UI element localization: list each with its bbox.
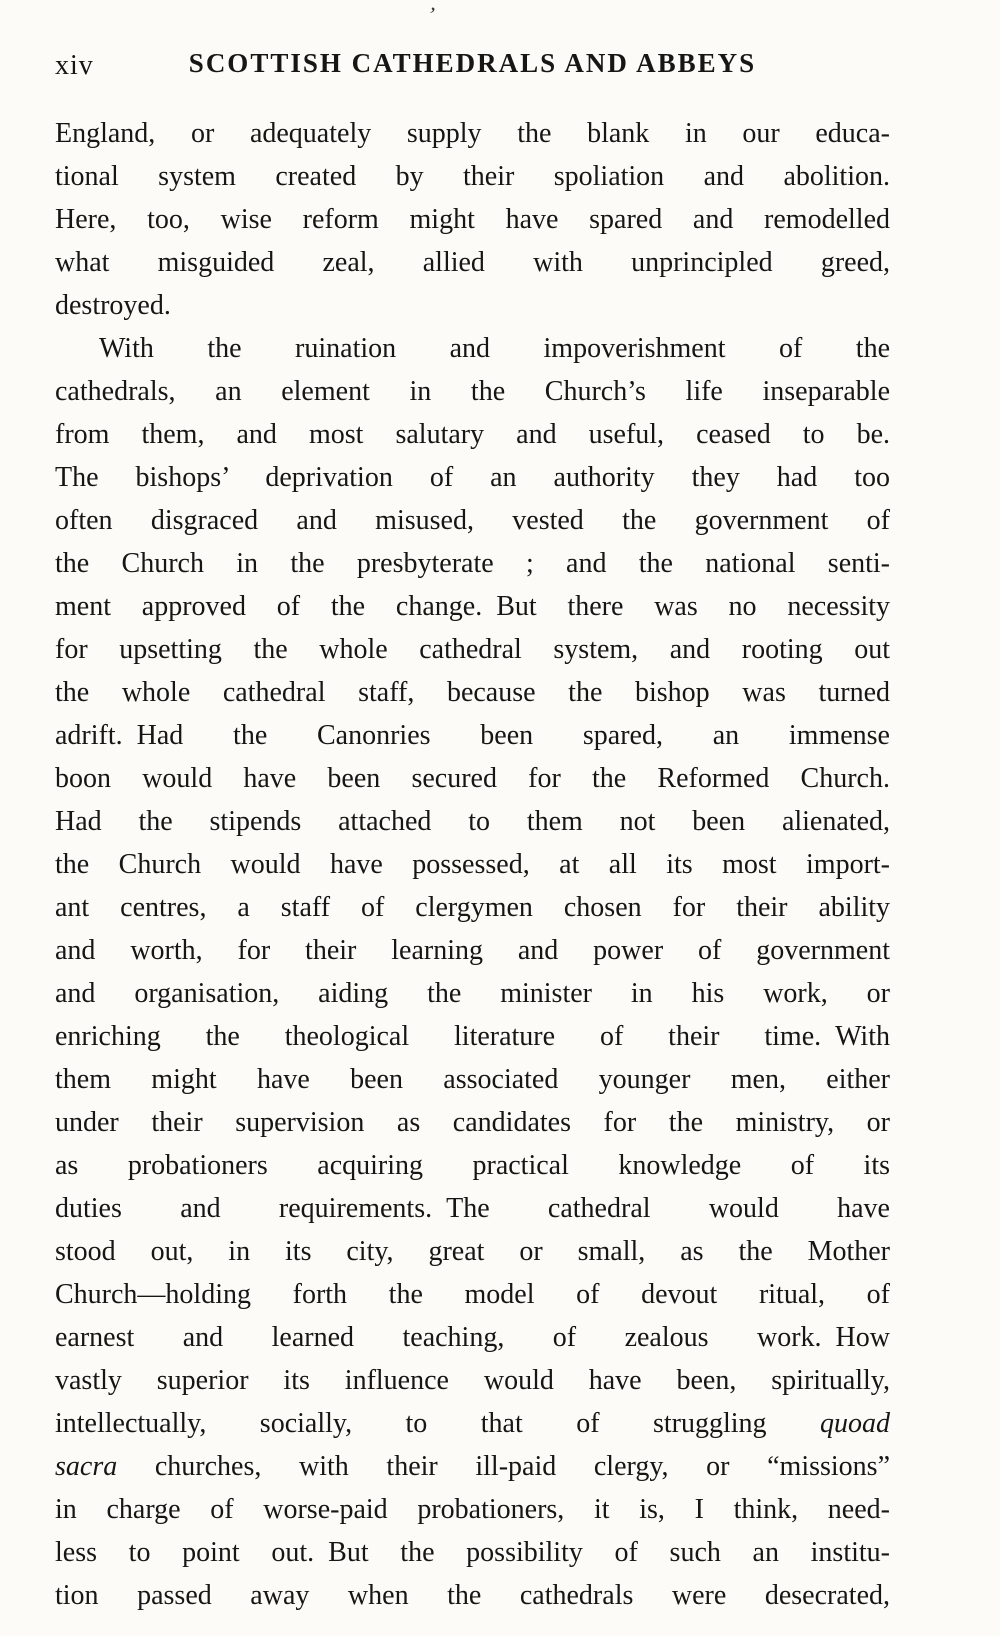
text-line [55,370,890,413]
text-segment: for upsetting the whole cathedral system, and rooting out [55,634,890,665]
text-line [55,1359,890,1402]
italic-text: sacra [55,1451,118,1482]
text-segment: tion passed away when the cathedrals were desecrated, [55,1580,890,1611]
text-segment: them might have been associated younger men, either [55,1064,890,1095]
text-segment: Had the stipends attached to them not been alienated, [55,806,890,837]
text-segment: the whole cathedral staff, because the bishop was turned [55,677,890,708]
text-segment: Church—holding forth the model of devout ritual, of [55,1279,890,1310]
text-segment: boon would have been secured for the Reformed Church. [55,763,890,794]
text-segment: what misguided zeal, allied with unprincipled greed, [55,247,890,278]
paragraph [55,112,890,327]
text-line [55,1273,890,1316]
text-line [55,198,890,241]
text-segment: the Church in the presbyterate ; and the national senti- [55,548,890,579]
text-line [55,929,890,972]
running-title: SCOTTISH CATHEDRALS AND ABBEYS [188,48,757,78]
text-segment: stood out, in its city, great or small, as the Mother [55,1236,890,1267]
text-segment: and worth, for their learning and power of government [55,935,890,966]
text-line [55,284,890,327]
text-segment: often disgraced and misused, vested the government of [55,505,890,536]
text-segment: intellectually, socially, to that of struggling [55,1408,820,1439]
text-segment: England, or adequately supply the blank in our educa- [55,118,890,149]
text-line [55,1574,890,1617]
text-line [55,1316,890,1359]
text-line [55,972,890,1015]
text-segment: churches, with their ill-paid clergy, or “missions” [117,1451,890,1482]
text-segment: and organisation, aiding the minister in his work, or [55,978,890,1009]
text-line [55,499,890,542]
text-line [55,585,890,628]
text-line [55,671,890,714]
text-line [55,1445,890,1488]
text-line [55,542,890,585]
text-line [55,1187,890,1230]
text-line [55,843,890,886]
text-segment: adrift. Had the Canonries been spared, an immense [55,720,890,751]
text-line [55,1015,890,1058]
text-line [55,757,890,800]
text-segment: from them, and most salutary and useful, ceased to be. [55,419,890,450]
text-line [55,1144,890,1187]
text-segment: as probationers acquiring practical knowledge of its [55,1150,890,1181]
text-segment: under their supervision as candidates for the ministry, or [55,1107,890,1138]
page-body [55,112,890,1617]
text-segment: cathedrals, an element in the Church’s life inseparable [55,376,890,407]
italic-text: quoad [820,1408,890,1439]
text-line [55,714,890,757]
text-segment: tional system created by their spoliation and abolition. [55,161,890,192]
text-segment: ment approved of the change. But there was no necessity [55,591,890,622]
text-line [55,1402,890,1445]
text-line [55,1230,890,1273]
text-line [55,1488,890,1531]
page-header [55,48,890,84]
text-segment: duties and requirements. The cathedral would have [55,1193,890,1224]
text-line [55,886,890,929]
text-line [55,327,890,370]
text-line [55,112,890,155]
paragraph [55,327,890,1617]
text-segment: earnest and learned teaching, of zealous work. How [55,1322,890,1353]
text-line [55,628,890,671]
text-line [55,456,890,499]
text-segment: enriching the theological literature of their time. With [55,1021,890,1052]
text-line [55,1101,890,1144]
text-segment: the Church would have possessed, at all its most import- [55,849,890,880]
text-line [55,1058,890,1101]
text-segment: The bishops’ deprivation of an authority they had too [55,462,890,493]
text-segment: With the ruination and impoverishment of the [99,333,890,364]
text-segment: vastly superior its influence would have been, spiritually, [55,1365,890,1396]
text-line [55,155,890,198]
text-segment: destroyed. [55,290,171,321]
text-line [55,413,890,456]
text-segment: ant centres, a staff of clergymen chosen for their ability [55,892,890,923]
text-line [55,800,890,843]
text-segment: in charge of worse-paid probationers, it is, I think, need- [55,1494,890,1525]
scan-artifact-mark: ’ [425,1,438,28]
text-line [55,241,890,284]
page-number: xiv [55,50,94,81]
text-line [55,1531,890,1574]
text-segment: less to point out. But the possibility of such an institu- [55,1537,890,1568]
text-segment: Here, too, wise reform might have spared and remodelled [55,204,890,235]
